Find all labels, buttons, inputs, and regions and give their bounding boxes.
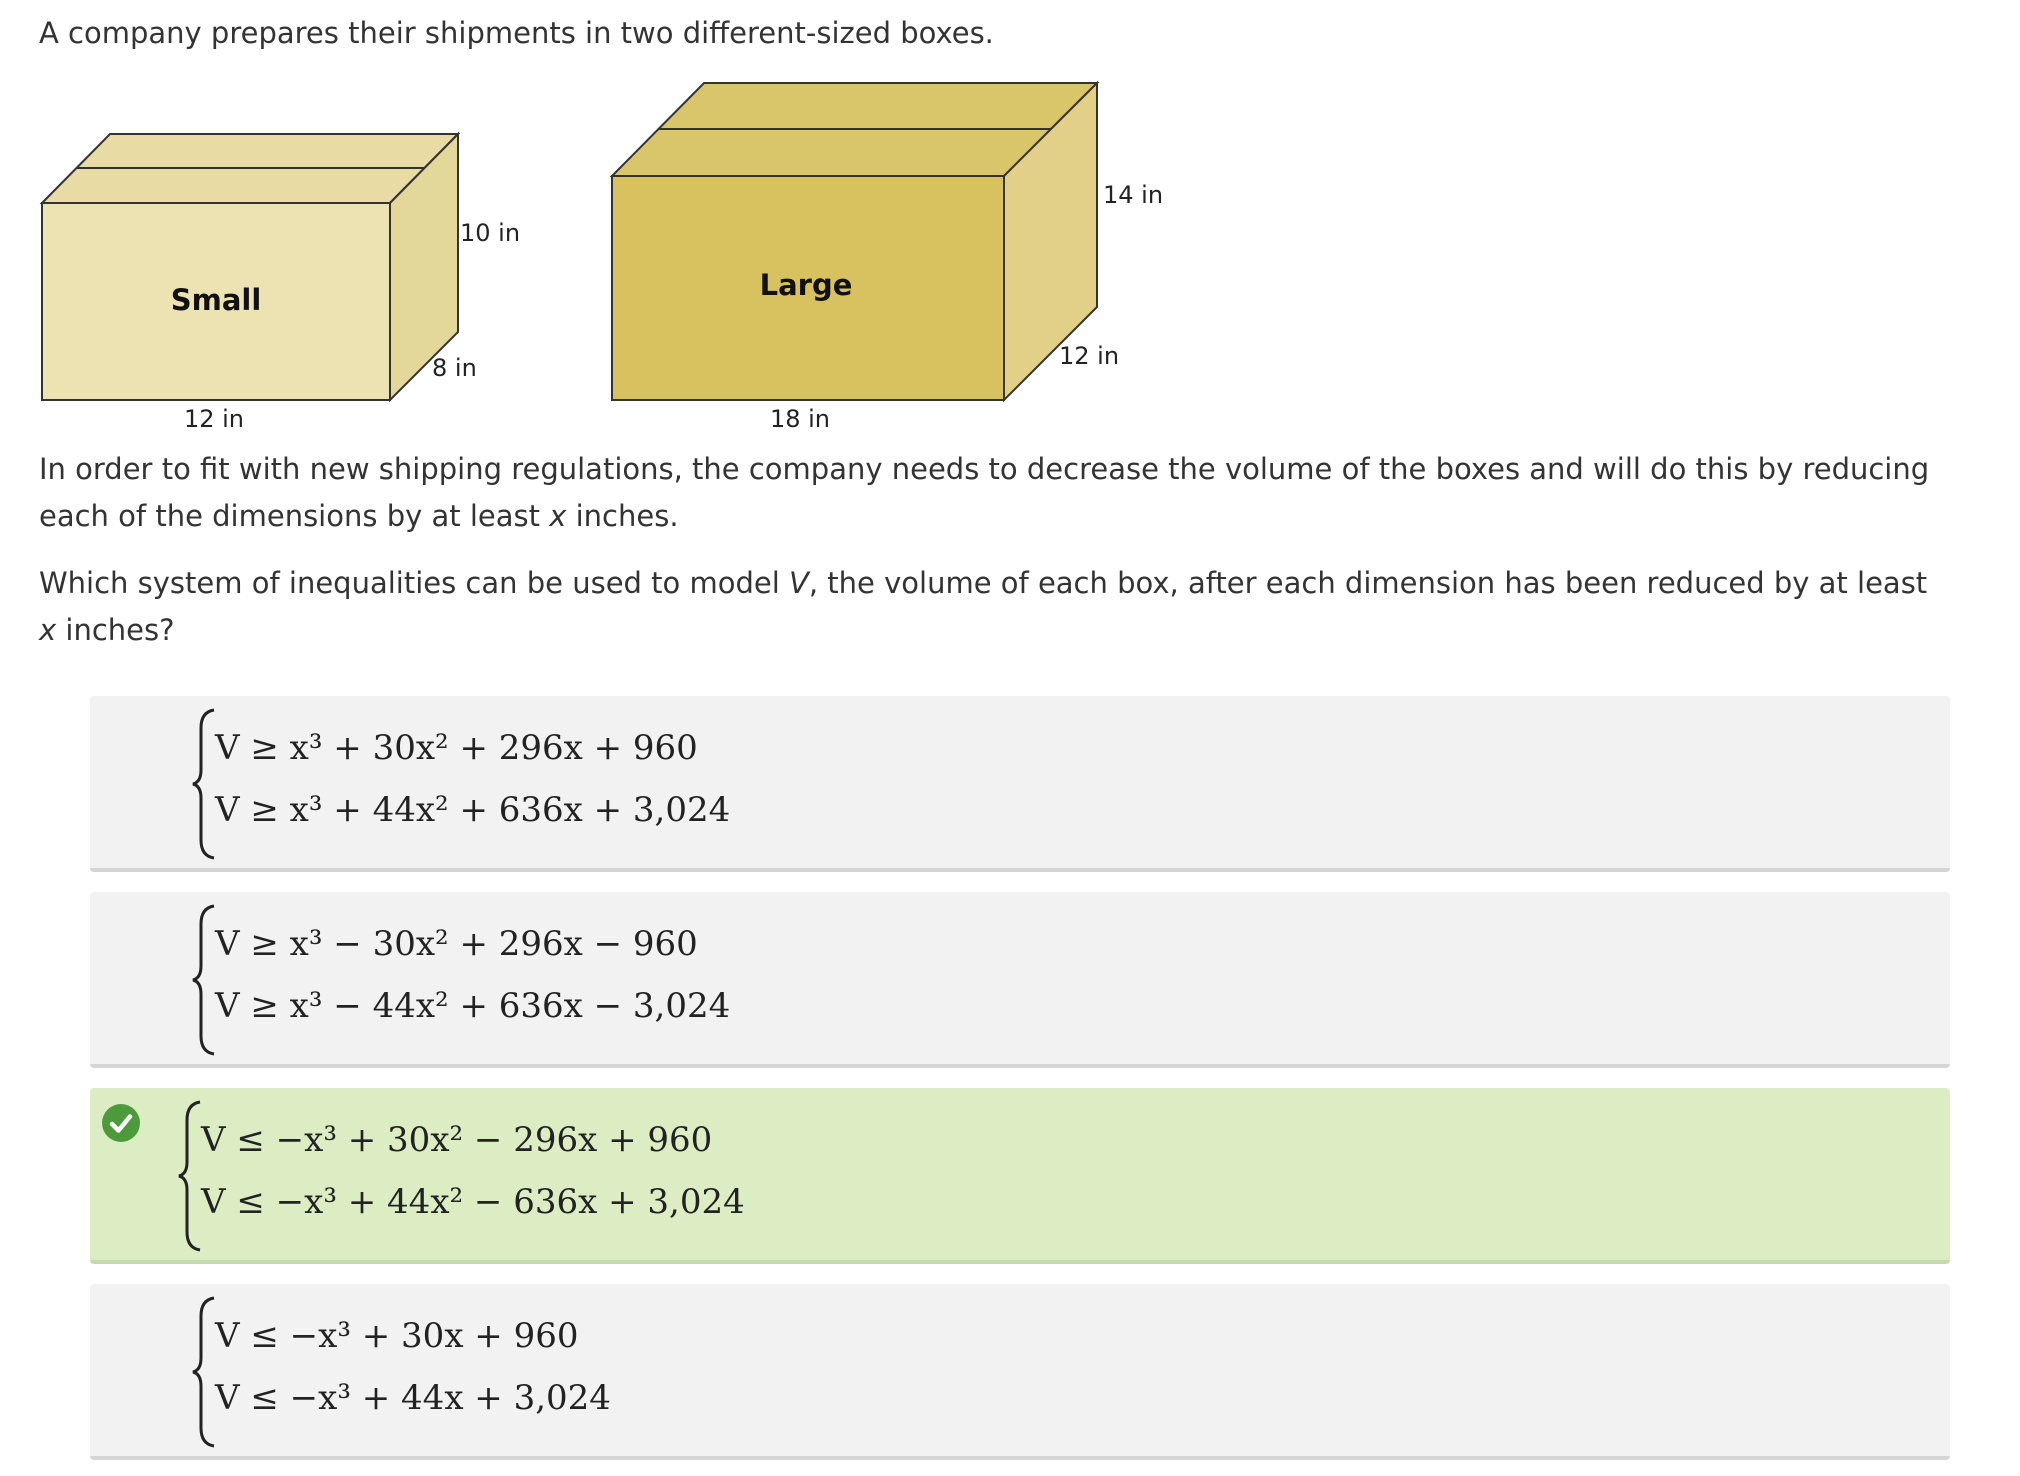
intro-text: A company prepares their shipments in two different-sized boxes. <box>39 16 994 50</box>
small-box-depth-label: 8 in <box>432 354 477 382</box>
small-box-height-label: 10 in <box>460 219 521 247</box>
small-box-label: Small <box>170 283 262 317</box>
large-box-height-label: 14 in <box>1103 181 1164 209</box>
inequality-small-box: V ≥ x³ + 30x² + 296x + 960 <box>215 728 698 768</box>
inequality-small-box: V ≤ −x³ + 30x + 960 <box>215 1316 579 1356</box>
answer-choice-a[interactable] <box>90 696 1950 872</box>
large-box-depth-label: 12 in <box>1059 342 1120 370</box>
inequality-large-box: V ≤ −x³ + 44x² − 636x + 3,024 <box>201 1182 745 1222</box>
inequality-small-box: V ≤ −x³ + 30x² − 296x + 960 <box>201 1120 713 1160</box>
small-box <box>42 134 520 433</box>
regulations-text: In order to fit with new shipping regulations, the company needs to decrease the volume of the boxes and will do this by reducing each of the dimensions by at least x inches. <box>39 452 1930 533</box>
large-box-width-label: 18 in <box>769 405 831 433</box>
answer-choice-c[interactable] <box>90 1088 1950 1264</box>
inequality-large-box: V ≤ −x³ + 44x + 3,024 <box>215 1378 611 1418</box>
inequality-small-box: V ≥ x³ − 30x² + 296x − 960 <box>215 924 698 964</box>
large-box-label: Large <box>759 268 853 302</box>
answer-choice-d[interactable] <box>90 1284 1950 1460</box>
small-box-width-label: 12 in <box>183 405 245 433</box>
large-box <box>612 83 1163 433</box>
checkmark-circle-icon <box>102 1104 140 1142</box>
question-text: Which system of inequalities can be used to model V, the volume of each box, after each dimension has been reduced by at least x inches? <box>39 566 1928 647</box>
inequality-large-box: V ≥ x³ + 44x² + 636x + 3,024 <box>215 790 731 830</box>
inequality-large-box: V ≥ x³ − 44x² + 636x − 3,024 <box>215 986 731 1026</box>
boxes-figure <box>0 70 1200 440</box>
answer-choice-b[interactable] <box>90 892 1950 1068</box>
